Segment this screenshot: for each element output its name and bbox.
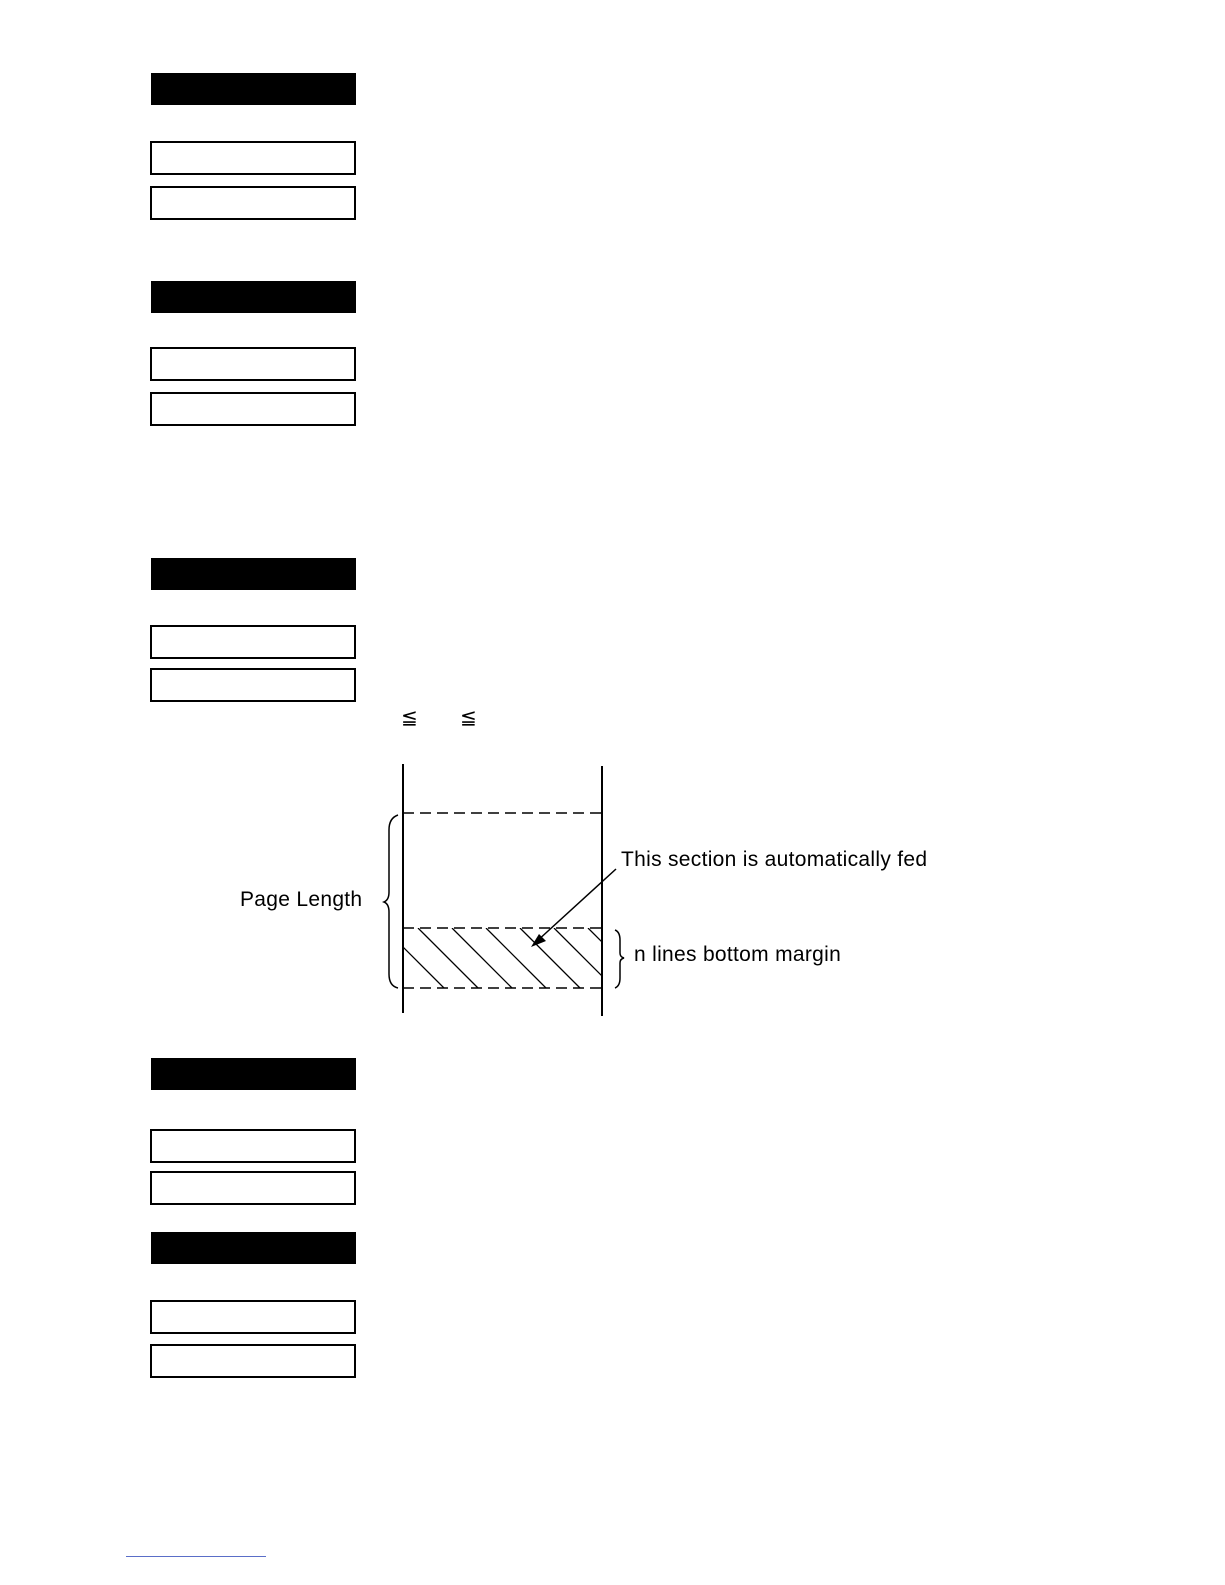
page-length-label: Page Length	[240, 888, 363, 911]
bottom-margin-label: n lines bottom margin	[634, 943, 842, 966]
less-equal-symbol-1: ≦	[401, 707, 418, 729]
footer-rule	[126, 1556, 266, 1557]
section-5-heading-bar	[151, 1232, 356, 1264]
section-4-code-box-2	[150, 1171, 356, 1205]
section-5-code-box-2	[150, 1344, 356, 1378]
page-length-brace	[384, 815, 398, 988]
less-equal-symbol-2: ≦	[460, 707, 477, 729]
section-4-heading-bar	[151, 1058, 356, 1090]
section-4-code-box-1	[150, 1129, 356, 1163]
bottom-margin-hatch	[384, 928, 648, 988]
auto-fed-label: This section is automatically fed	[621, 848, 928, 871]
auto-fed-leader-line	[536, 869, 616, 942]
section-5-code-box-1	[150, 1300, 356, 1334]
bottom-margin-brace	[615, 930, 624, 988]
